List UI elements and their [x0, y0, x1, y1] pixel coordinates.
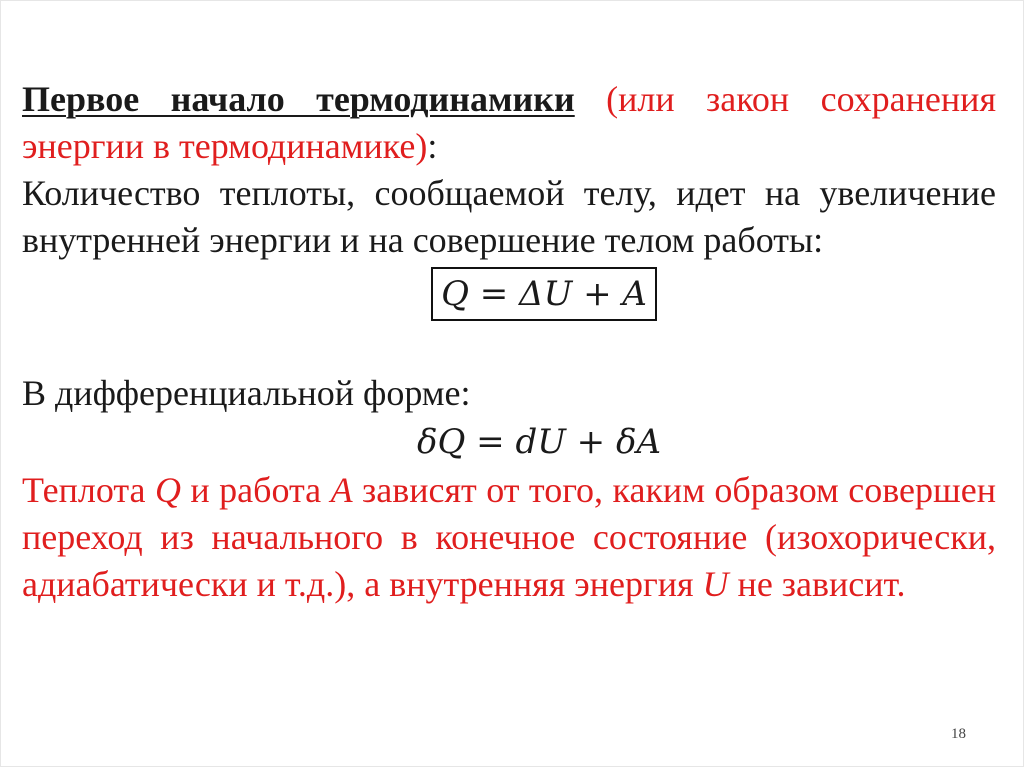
remark-part-2: и работа	[180, 470, 331, 510]
slide-title: Первое начало термодинамики	[22, 79, 575, 119]
page-number: 18	[951, 726, 966, 742]
slide-content	[22, 76, 996, 608]
formula-main: Q = ΔU + A	[431, 267, 657, 321]
remark-part-1: Теплота	[22, 470, 155, 510]
var-u: U	[702, 564, 729, 604]
law-statement: Количество теплоты, сообщаемой телу, идет на увеличение внутренней энергии и на совершение телом работы:	[22, 173, 996, 260]
title-note: (или закон сохранения энергии в термодинамике)	[22, 79, 996, 166]
var-a: A	[330, 470, 353, 510]
heading-paragraph	[22, 76, 996, 170]
title-colon: :	[427, 126, 438, 166]
formula-differential: δQ = dU + δA	[417, 422, 661, 462]
differential-label: В дифференциальной форме:	[22, 373, 471, 413]
formula-main-row	[92, 267, 996, 322]
remark-part-3: зависят от того, каким образом совершен переход из начального в конечное состояние (изохорически, адиабатически и т.д.), а внутренняя энергия	[22, 470, 996, 604]
remark-part-4: не зависит.	[728, 564, 906, 604]
remark-paragraph	[22, 467, 996, 608]
spacer	[22, 322, 996, 370]
var-q: Q	[154, 470, 181, 510]
